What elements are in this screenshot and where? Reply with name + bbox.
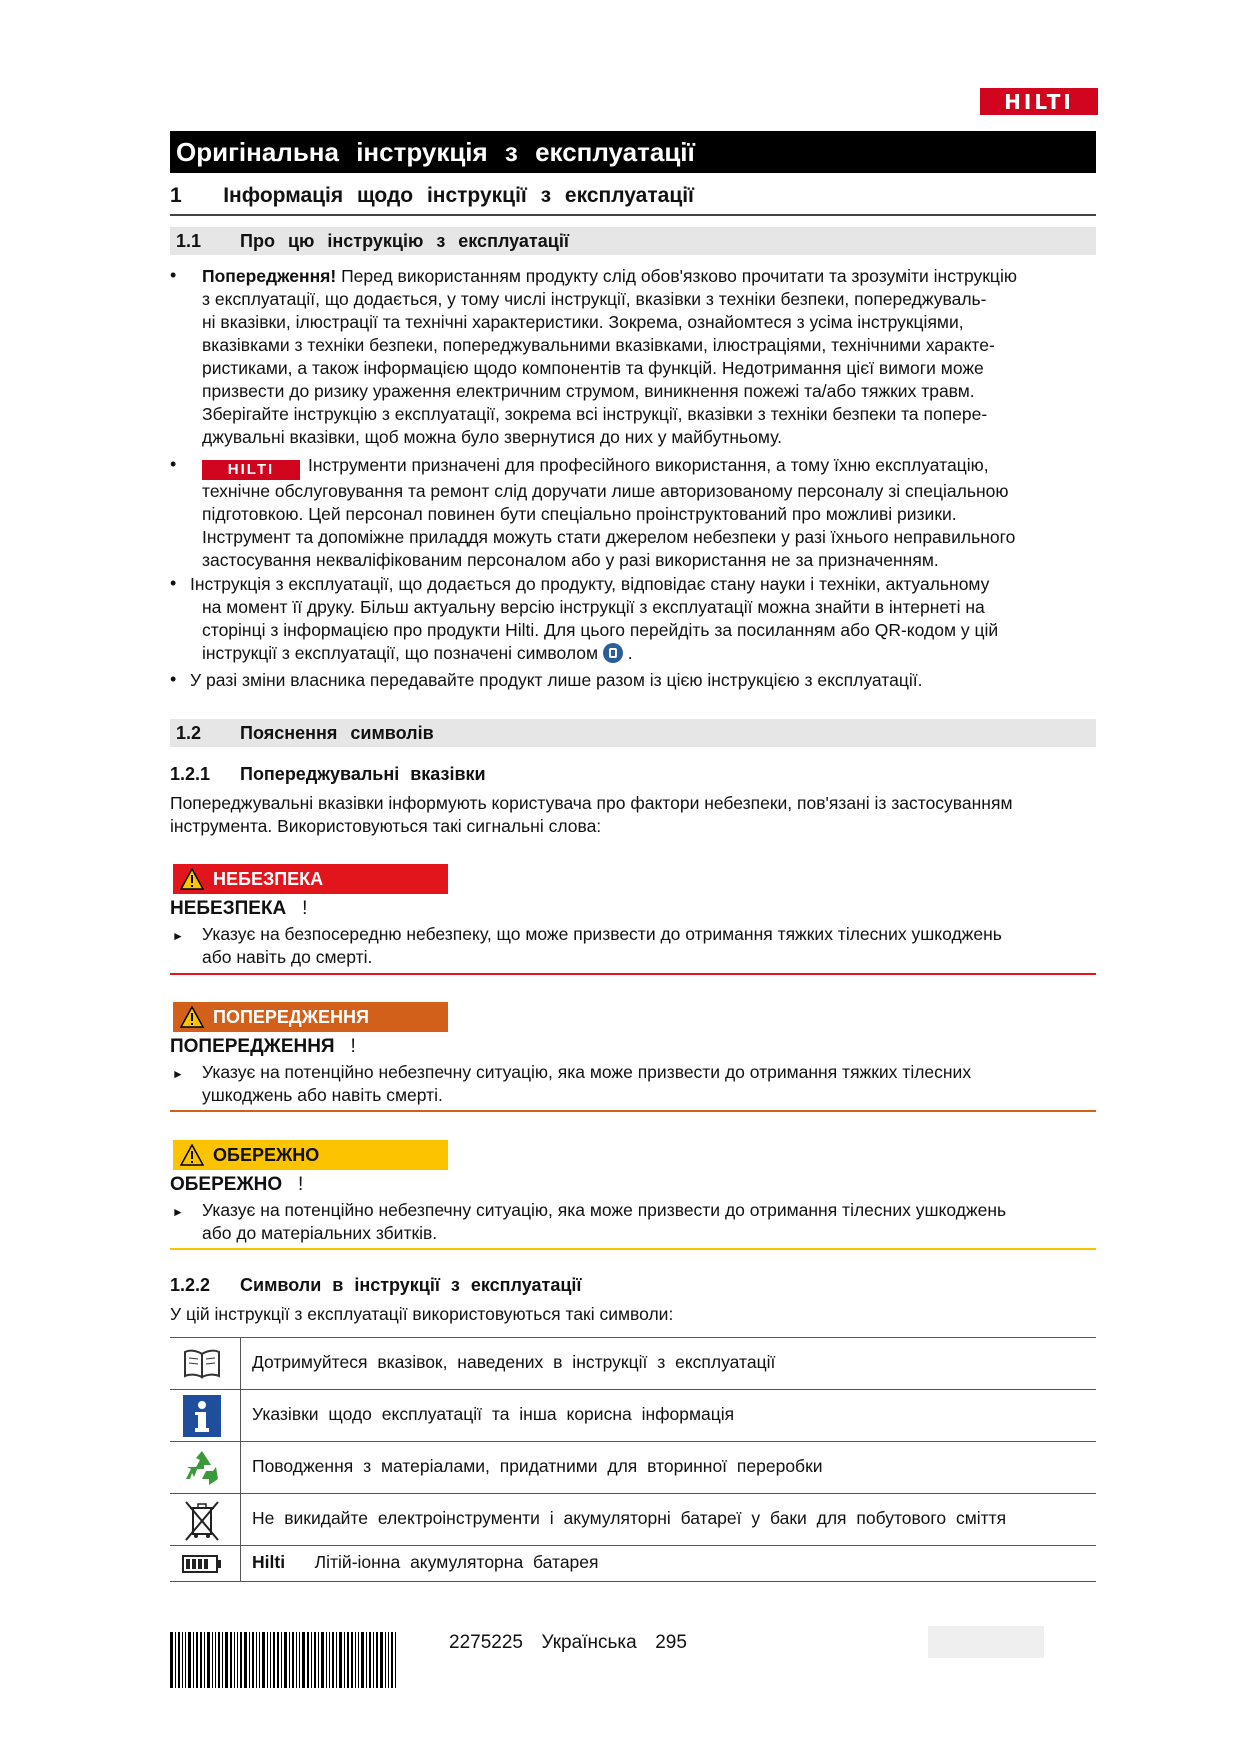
signal-label-text: ПОПЕРЕДЖЕННЯ: [213, 1006, 369, 1027]
section-1-2-1-heading: [170, 764, 486, 785]
section-1-2-2-title: Символи в інструкції з експлуатації: [240, 1275, 582, 1295]
battery-description: Літій-іонна акумуляторна батарея: [314, 1552, 599, 1572]
text-line: або до матеріальних збитків.: [202, 1223, 438, 1243]
barcode-bar: [267, 1632, 268, 1688]
text-line: технічне обслуговування та ремонт слід доручати лише авторизованому персоналу зі спеціальною: [202, 481, 1009, 501]
text-line: застосування некваліфікованим персоналом або у разі використання не за призначенням.: [202, 550, 939, 570]
text-line: Зберігайте інструкцію з експлуатації, зокрема всі інструкції, вказівки з техніки безпеки та попере-: [202, 404, 988, 424]
logo-text: HILTI: [1004, 89, 1074, 114]
text-line: Перед використанням продукту слід обов'язково прочитати та зрозуміти інструкцію: [341, 266, 1017, 286]
footer: [449, 1632, 687, 1654]
barcode-bar: [188, 1632, 191, 1688]
barcode-bar: [178, 1632, 180, 1688]
symbol-description: [252, 1552, 599, 1573]
barcode-bar: [299, 1632, 300, 1688]
signal-heading-caution: [170, 1174, 303, 1196]
text-line: на момент її друку. Більш актуальну версію інструкції з експлуатації можна знайти в інтернеті на: [202, 597, 985, 617]
text-line: інструмента. Використовуються такі сигнальні слова:: [170, 816, 602, 836]
barcode-bar: [244, 1632, 247, 1688]
barcode-bar: [240, 1632, 242, 1688]
section-1-heading: [170, 184, 1096, 216]
symbol-description: Дотримуйтеся вказівок, наведених в інструкції з експлуатації: [252, 1352, 776, 1372]
text-trailing: .: [627, 643, 633, 663]
warning-triangle-icon: [177, 1140, 207, 1170]
barcode-bar: [204, 1632, 205, 1688]
text-line: Інструкція з експлуатації, що додається до продукту, відповідає стану науки і техніки, актуальному: [190, 574, 990, 594]
barcode-bar: [376, 1632, 378, 1688]
signal-mark: !: [350, 1036, 356, 1057]
barcode-bar: [351, 1632, 353, 1688]
barcode-bar: [326, 1632, 327, 1688]
signal-heading-danger: [170, 898, 307, 920]
table-row: [170, 1441, 1096, 1494]
text-line: призвести до ризику ураження електричним струмом, виникнення пожежі та/або тяжких травм.: [202, 381, 975, 401]
signal-rule-caution: [170, 1248, 1096, 1250]
text-line: або навіть до смерті.: [202, 947, 373, 967]
barcode-bar: [361, 1632, 364, 1688]
bullet-warning-read: [202, 265, 1112, 449]
barcode-bar: [170, 1632, 173, 1688]
page-title: Оригінальна інструкція з експлуатації: [170, 131, 1096, 173]
barcode-bar: [256, 1632, 257, 1688]
barcode-bar: [270, 1632, 271, 1688]
barcode-bar: [218, 1632, 220, 1688]
symbol-description: Указівки щодо експлуатації та інша корисна інформація: [252, 1404, 735, 1424]
barcode-bar: [366, 1632, 367, 1688]
barcode-bar: [193, 1632, 194, 1688]
book-icon: [174, 1346, 230, 1382]
barcode-bar: [380, 1632, 383, 1688]
barcode-bar: [237, 1632, 238, 1688]
signal-heading-text: НЕБЕЗПЕКА: [170, 898, 287, 919]
link-qr-icon[interactable]: [603, 643, 623, 663]
barcode-bar: [347, 1632, 349, 1688]
barcode-bar: [222, 1632, 223, 1688]
barcode-bar: [215, 1632, 216, 1688]
section-1-2-number: 1.2: [176, 723, 202, 743]
text-line: сторінці з інформацією про продукти Hilti. Для цього перейдіть за посиланням або QR-кодом у цій: [202, 620, 999, 640]
arrow-bullet-icon: ►: [172, 929, 184, 943]
barcode-bar: [252, 1632, 254, 1688]
text-line: ні вказівки, ілюстрації та технічні характеристики. Зокрема, ознайомтеся з усіма інструкціями,: [202, 312, 964, 332]
barcode-bar: [200, 1632, 202, 1688]
barcode-bar: [388, 1632, 389, 1688]
barcode-bar: [373, 1632, 374, 1688]
bullet-professional-use: [202, 454, 1162, 572]
page-number: 295: [655, 1632, 687, 1653]
table-row: [170, 1337, 1096, 1390]
signal-heading-text: ОБЕРЕЖНО: [170, 1174, 283, 1195]
barcode-bar: [311, 1632, 312, 1688]
barcode-bar: [234, 1632, 235, 1688]
text-line: інструкції з експлуатації, що позначені символом: [202, 643, 599, 663]
warning-lead: Попередження!: [202, 266, 337, 286]
footer-grey-box: [928, 1626, 1044, 1658]
signal-mark: !: [297, 1174, 304, 1195]
section-1-1-number: 1.1: [176, 231, 202, 251]
warning-triangle-icon: [177, 864, 207, 894]
bullet-owner-change: [190, 669, 1090, 692]
signal-label-text: ОБЕРЕЖНО: [213, 1144, 320, 1165]
barcode-bar: [344, 1632, 345, 1688]
symbols-table: [170, 1337, 1096, 1582]
barcode-bar: [339, 1632, 342, 1688]
hilti-inline-logo: HILTI: [202, 460, 300, 480]
barcode-bar: [284, 1632, 287, 1688]
language: Українська: [541, 1632, 637, 1653]
table-row: [170, 1493, 1096, 1546]
bullet-marker: •: [170, 454, 177, 474]
symbol-description: Поводження з матеріалами, придатними для вторинної переробки: [252, 1456, 823, 1476]
signal-heading-text: ПОПЕРЕДЖЕННЯ: [170, 1036, 335, 1057]
brand-name: Hilti: [252, 1552, 286, 1572]
table-row: [170, 1389, 1096, 1442]
bullet-current-version: [190, 573, 1140, 665]
text-line: Інструменти призначені для професійного використання, а тому їхню експлуатацію,: [308, 455, 989, 475]
bullet-marker: •: [170, 669, 177, 689]
barcode-bar: [302, 1632, 305, 1688]
text-line: Указує на потенційно небезпечну ситуацію, яка може призвести до отримання тілесних ушкоджень: [202, 1200, 1007, 1220]
text-line: з експлуатації, що додається, у тому числі інструкції, вказівки з техніки безпеки, попереджуваль-: [202, 289, 987, 309]
recycle-icon: [174, 1448, 230, 1488]
barcode-bar: [385, 1632, 386, 1688]
barcode-bar: [175, 1632, 176, 1688]
signal-label-text: НЕБЕЗПЕКА: [213, 868, 324, 889]
section-1-1-heading: [170, 227, 1096, 255]
barcode-bar: [225, 1632, 228, 1688]
barcode-bar: [273, 1632, 275, 1688]
section-1-2-heading: [170, 719, 1096, 747]
table-row: [170, 1545, 1096, 1582]
section-1-1-title: Про цю інструкцію з експлуатації: [240, 231, 569, 251]
barcode-bar: [281, 1632, 282, 1688]
text-line: ушкоджень або навіть смерті.: [202, 1085, 443, 1105]
signal-rule-warning: [170, 1110, 1096, 1112]
section-1-number: 1: [170, 184, 182, 207]
barcode-bar: [355, 1632, 356, 1688]
section-1-2-1-title: Попереджувальні вказівки: [240, 764, 486, 784]
barcode-bar: [336, 1632, 337, 1688]
section-1-2-2-number: 1.2.2: [170, 1275, 211, 1295]
barcode-bar: [185, 1632, 186, 1688]
signal-desc-warning: [202, 1061, 1097, 1107]
barcode-bar: [329, 1632, 330, 1688]
signal-heading-warning: [170, 1036, 356, 1058]
barcode-bar: [249, 1632, 250, 1688]
signal-label-danger: [173, 864, 448, 894]
text-line: Попереджувальні вказівки інформують користувача про фактори небезпеки, пов'язані із застосуванням: [170, 793, 1013, 813]
bullet-marker: •: [170, 265, 177, 285]
section-1-2-1-intro: [170, 792, 1160, 838]
signal-desc-danger: [202, 923, 1102, 969]
text-line: У разі зміни власника передавайте продукт лише разом із цією інструкцією з експлуатації.: [190, 670, 923, 690]
arrow-bullet-icon: ►: [172, 1205, 184, 1219]
hilti-logo: [980, 88, 1098, 115]
text-line: підготовкою. Цей персонал повинен бути спеціально проінструктований про можливі ризики.: [202, 504, 957, 524]
barcode-bar: [369, 1632, 371, 1688]
section-1-2-2-intro: У цій інструкції з експлуатації використовуються такі символи:: [170, 1304, 674, 1324]
barcode-bar: [230, 1632, 232, 1688]
barcode-bar: [182, 1632, 183, 1688]
barcode-bar: [391, 1632, 393, 1688]
barcode-bar: [307, 1632, 309, 1688]
doc-number: 2275225: [449, 1632, 523, 1653]
barcode-bar: [207, 1632, 210, 1688]
barcode-bar: [277, 1632, 279, 1688]
text-line: джувальні вказівки, щоб можна було звернутися до них у майбутньому.: [202, 427, 782, 447]
barcode-bar: [318, 1632, 319, 1688]
signal-label-warning: [173, 1002, 448, 1032]
barcode-bar: [262, 1632, 265, 1688]
section-1-2-1-number: 1.2.1: [170, 764, 211, 784]
arrow-bullet-icon: ►: [172, 1067, 184, 1081]
crossed-bin-icon: [174, 1498, 230, 1542]
barcode-bar: [314, 1632, 316, 1688]
signal-desc-caution: [202, 1199, 1097, 1245]
battery-icon: [174, 1552, 230, 1576]
barcode-bar: [332, 1632, 334, 1688]
barcode-bar: [296, 1632, 297, 1688]
signal-rule-danger: [170, 973, 1096, 975]
bullet-marker: •: [170, 573, 177, 593]
barcode-bar: [196, 1632, 198, 1688]
barcode-bar: [395, 1632, 396, 1688]
section-1-2-2-heading: [170, 1275, 581, 1296]
info-icon: [174, 1395, 230, 1437]
text-line: Указує на потенційно небезпечну ситуацію, яка може призвести до отримання тяжких тілесних: [202, 1062, 972, 1082]
barcode-bar: [212, 1632, 213, 1688]
barcode-bar: [321, 1632, 324, 1688]
text-line: Інструмент та допоміжне приладдя можуть стати джерелом небезпеки у разі їхнього неправильного: [202, 527, 1016, 547]
section-1-title: Інформація щодо інструкції з експлуатації: [223, 184, 694, 207]
barcode-bar: [289, 1632, 290, 1688]
signal-mark: !: [302, 898, 308, 919]
text-line: Указує на безпосередню небезпеку, що може призвести до отримання тяжких тілесних ушкоджень: [202, 924, 1002, 944]
barcode-bar: [259, 1632, 260, 1688]
text-line: ристиками, а також інформацією щодо компонентів та функцій. Недотримання цієї вимоги може: [202, 358, 984, 378]
barcode: [170, 1632, 426, 1688]
signal-label-caution: [173, 1140, 448, 1170]
text-line: вказівками з техніки безпеки, попереджувальними вказівками, ілюстраціями, технічними характе-: [202, 335, 995, 355]
symbol-description: Не викидайте електроінструменти і акумуляторні батареї у баки для побутового сміття: [252, 1508, 1007, 1528]
barcode-bar: [358, 1632, 359, 1688]
section-1-2-title: Пояснення символів: [240, 723, 434, 743]
barcode-bar: [292, 1632, 294, 1688]
warning-triangle-icon: [177, 1002, 207, 1032]
